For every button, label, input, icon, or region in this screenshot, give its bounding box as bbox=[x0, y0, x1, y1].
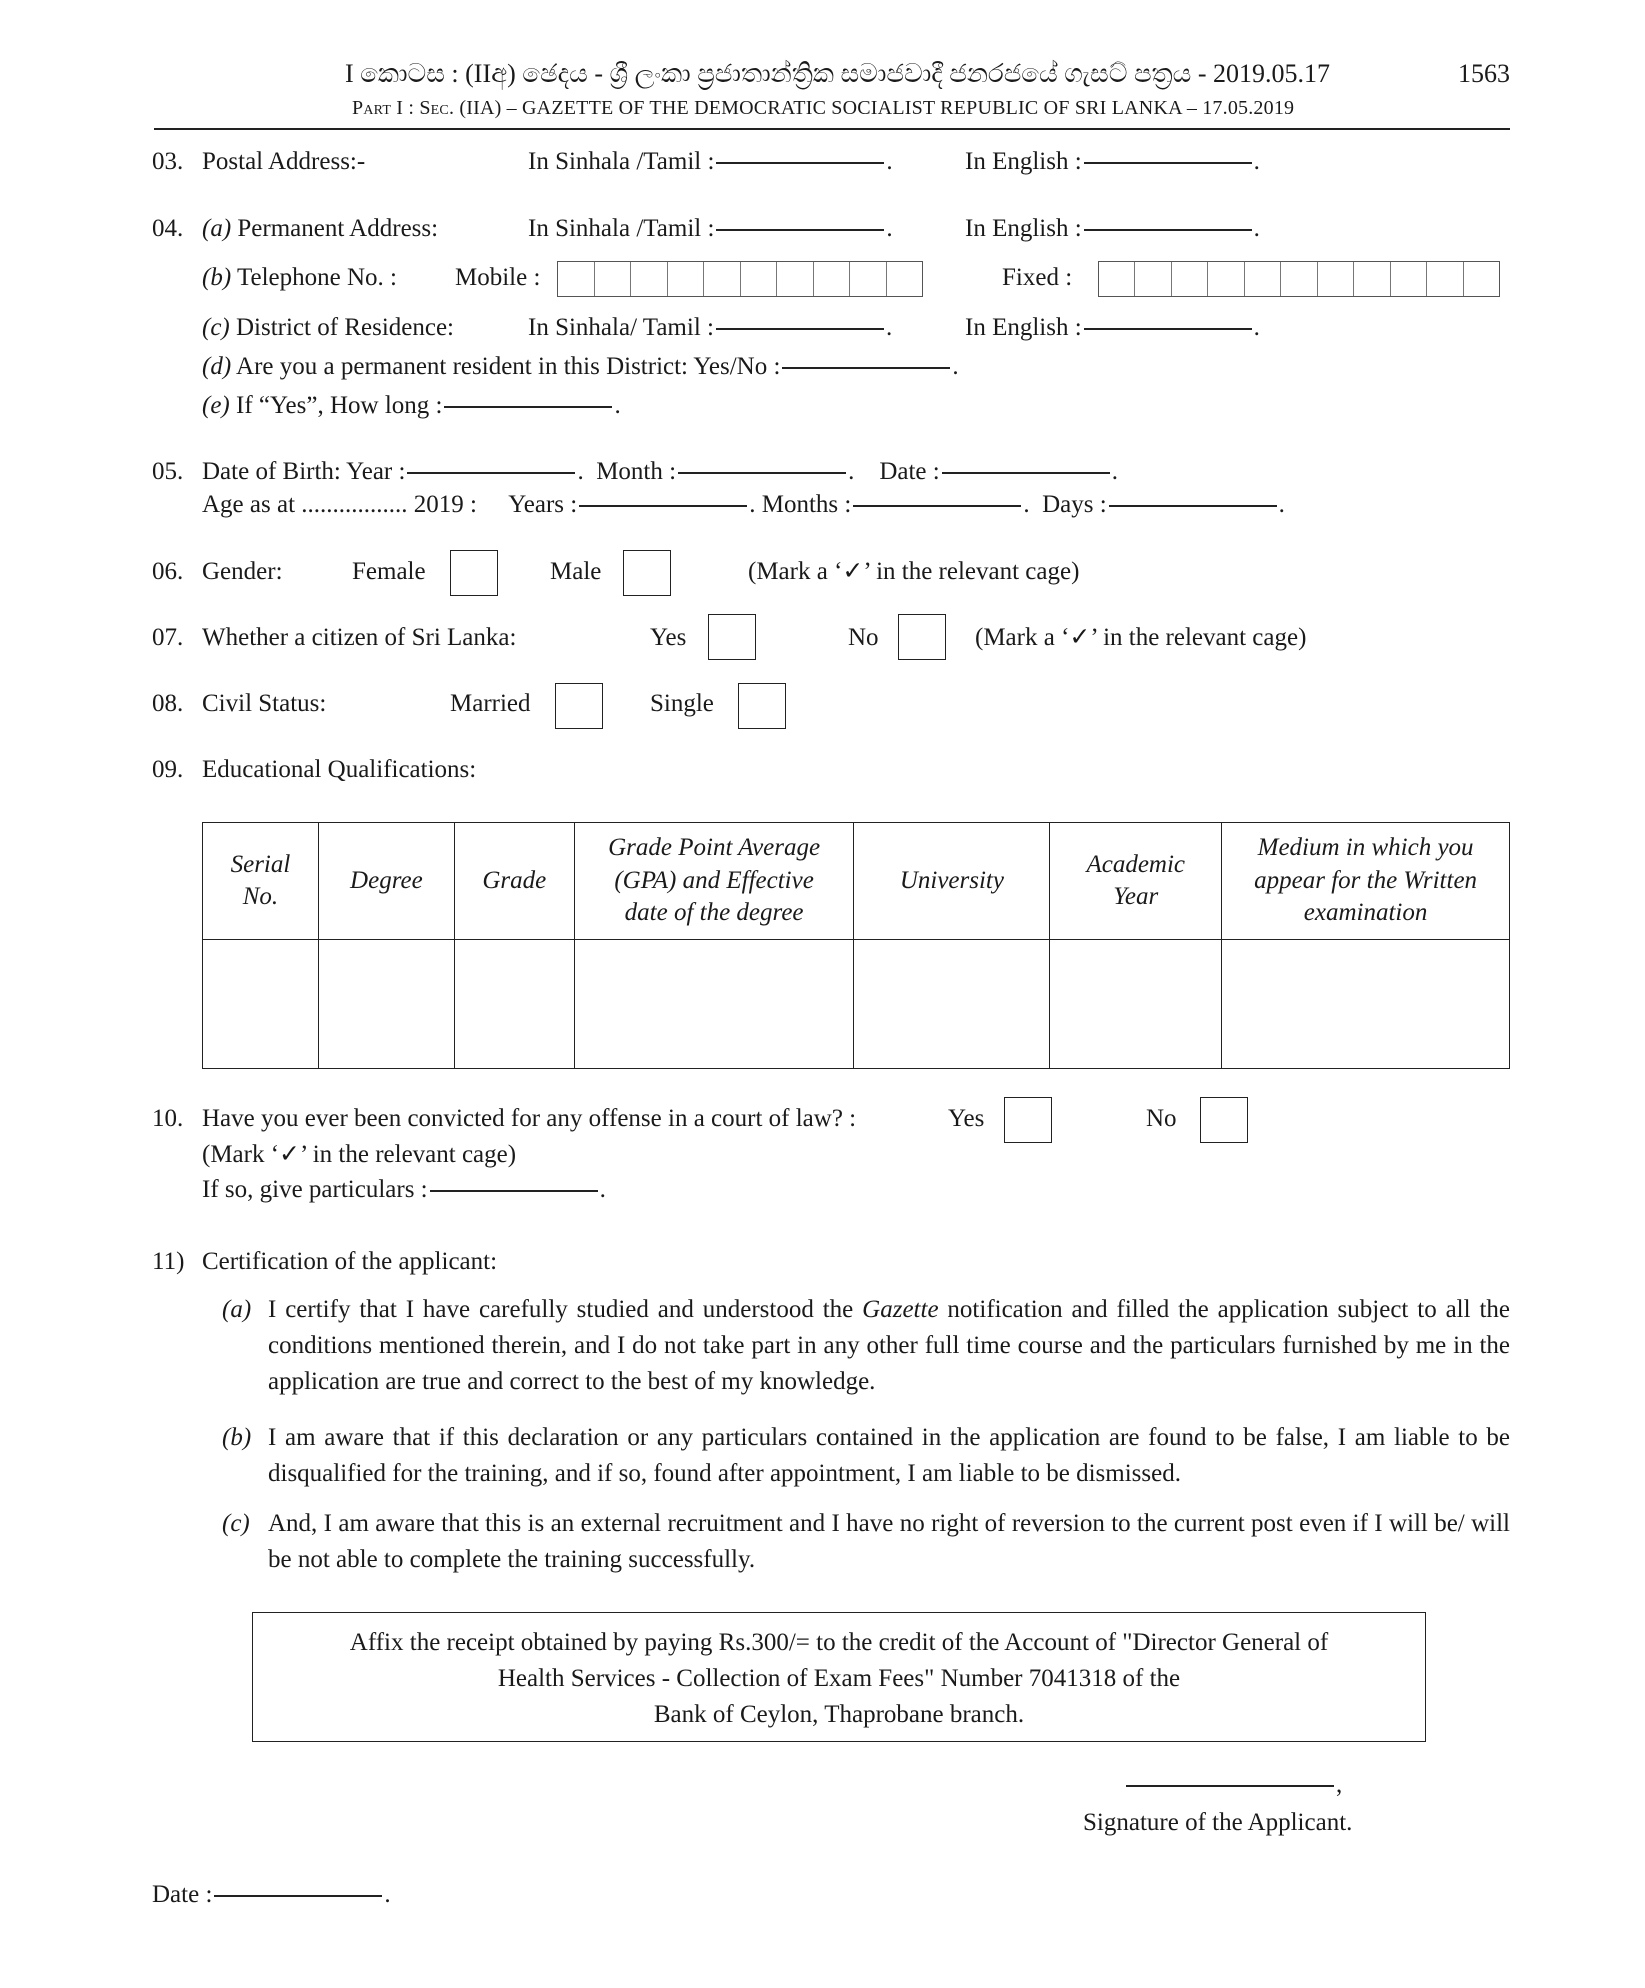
q04-a-sinhala-blank[interactable] bbox=[716, 229, 884, 231]
q05-year-blank[interactable] bbox=[407, 472, 575, 474]
col-label: Degree bbox=[350, 866, 423, 894]
q03-num: 03. bbox=[152, 148, 184, 175]
certification-c bbox=[222, 1506, 1510, 1578]
q03-english-blank[interactable] bbox=[1084, 162, 1252, 164]
receipt-line-1: Affix the receipt obtained by paying Rs.300/= to the credit of the Account of "Director General of bbox=[349, 1629, 1329, 1656]
certification-a-text-2: notification and filled the application subject to all the conditions mentioned therein, and I do not take part in any other full time course and the particulars furnished by me in the application are true and correct to the best of my knowledge. bbox=[268, 1296, 1510, 1395]
q10-particulars: If so, give particulars : . bbox=[202, 1176, 606, 1203]
q07-num: 07. bbox=[152, 624, 184, 651]
q11-label: Certification of the applicant: bbox=[202, 1248, 498, 1275]
certification-a-tag: (a) bbox=[222, 1296, 252, 1323]
cell-serial-no[interactable] bbox=[203, 940, 319, 1069]
q03-english: In English : . bbox=[965, 148, 1260, 175]
table-row bbox=[203, 940, 1510, 1069]
col-label: Grade Point Average (GPA) and Effective date of the degree bbox=[608, 834, 821, 927]
cell-academic-year[interactable] bbox=[1050, 940, 1222, 1069]
q05-date-blank[interactable] bbox=[942, 472, 1110, 474]
col-label: University bbox=[899, 866, 1004, 894]
q04-c-sinhala-blank[interactable] bbox=[716, 328, 884, 330]
q07-no-label: No bbox=[848, 624, 879, 651]
q08-single-label: Single bbox=[650, 690, 714, 717]
female-checkbox[interactable] bbox=[450, 550, 498, 596]
certification-b-text: I am aware that if this declaration or any particulars contained in the application are found to be false, I am liable to be disqualified for the training, and if so, found after appointment, I am liable to be dismissed. bbox=[268, 1424, 1510, 1487]
q04-b-tag: (b) bbox=[202, 264, 232, 291]
q05-months-label: Months : bbox=[761, 491, 852, 518]
q04-e-text: If “Yes”, How long : bbox=[236, 392, 443, 419]
q04-c-english-blank[interactable] bbox=[1084, 328, 1252, 330]
q05-days-label: Days : bbox=[1042, 491, 1107, 518]
q10-mark: (Mark ‘✓’ in the relevant cage) bbox=[202, 1141, 517, 1168]
q04-a-tag: (a) bbox=[202, 215, 232, 242]
q04-e-tag: (e) bbox=[202, 392, 230, 419]
receipt-line-3: Bank of Ceylon, Thaprobane branch. bbox=[653, 1701, 1025, 1728]
q04-c-english-label: In English : bbox=[965, 314, 1082, 341]
q05-month-label: Month : bbox=[596, 458, 677, 485]
q05-year-label: Date of Birth: Year : bbox=[202, 458, 406, 485]
footer-date: Date : . bbox=[152, 1881, 391, 1908]
convicted-yes-checkbox[interactable] bbox=[1004, 1097, 1052, 1143]
cell-gpa[interactable] bbox=[574, 940, 854, 1069]
col-grade bbox=[454, 823, 574, 940]
q04-b-fixed-label: Fixed : bbox=[1002, 264, 1073, 291]
mobile-number-cells[interactable] bbox=[557, 261, 923, 297]
q05-num: 05. bbox=[152, 458, 184, 485]
q04-a-sinhala: In Sinhala /Tamil : . bbox=[528, 215, 893, 242]
convicted-no-checkbox[interactable] bbox=[1200, 1097, 1248, 1143]
single-checkbox[interactable] bbox=[738, 683, 786, 729]
q04-a-english-label: In English : bbox=[965, 215, 1082, 242]
citizen-no-checkbox[interactable] bbox=[898, 614, 946, 660]
q04-b-label bbox=[202, 263, 397, 293]
q08-married-label: Married bbox=[450, 690, 531, 717]
q05-date-label: Date : bbox=[879, 458, 940, 485]
certification-b bbox=[222, 1420, 1510, 1492]
q10-particulars-label: If so, give particulars : bbox=[202, 1176, 428, 1203]
q04-a-label bbox=[202, 214, 438, 244]
q03-sinhala-label: In Sinhala /Tamil : bbox=[528, 148, 715, 175]
q08-label: Civil Status: bbox=[202, 690, 327, 717]
certification-c-text: And, I am aware that this is an external recruitment and I have no right of reversion to the current post even if I will be/ will be not able to complete the training successfully. bbox=[268, 1510, 1510, 1573]
col-label: Grade bbox=[482, 866, 547, 894]
col-academic-year bbox=[1050, 823, 1222, 940]
q03-english-label: In English : bbox=[965, 148, 1082, 175]
signature-blank[interactable] bbox=[1126, 1785, 1334, 1787]
certification-a-gazette: Gazette bbox=[862, 1296, 939, 1323]
q05-months-blank[interactable] bbox=[853, 505, 1021, 507]
q04-a-sinhala-label: In Sinhala /Tamil : bbox=[528, 215, 715, 242]
q04-d-tag: (d) bbox=[202, 353, 232, 380]
q05-days-blank[interactable] bbox=[1109, 505, 1277, 507]
header-sec: Sec. bbox=[419, 97, 455, 119]
q06-note: (Mark a ‘✓’ in the relevant cage) bbox=[748, 558, 1080, 585]
q11-num: 11) bbox=[152, 1248, 185, 1275]
page-number: 1563 bbox=[1458, 59, 1510, 88]
education-table bbox=[202, 822, 1510, 1069]
col-serial-no bbox=[203, 823, 319, 940]
q05-dob: Date of Birth: Year : . Month : . Date : . bbox=[202, 458, 1118, 485]
q04-c-sinhala-label: In Sinhala/ Tamil : bbox=[528, 314, 714, 341]
q04-a-text: Permanent Address: bbox=[237, 215, 439, 242]
cell-medium[interactable] bbox=[1222, 940, 1510, 1069]
q10-yes-label: Yes bbox=[948, 1105, 985, 1132]
cell-degree[interactable] bbox=[318, 940, 454, 1069]
q04-c-english: In English : . bbox=[965, 314, 1260, 341]
married-checkbox[interactable] bbox=[555, 683, 603, 729]
col-university bbox=[854, 823, 1050, 940]
col-label: Medium in which you appear for the Written examination bbox=[1254, 834, 1478, 927]
q10-num: 10. bbox=[152, 1105, 184, 1132]
male-checkbox[interactable] bbox=[623, 550, 671, 596]
q04-e: (e) If “Yes”, How long : . bbox=[202, 392, 621, 419]
q03-label: Postal Address:- bbox=[202, 148, 366, 175]
q05-age-label: Age as at ................. 2019 : bbox=[202, 491, 477, 518]
q04-d: (d) Are you a permanent resident in this District: Yes/No : . bbox=[202, 353, 959, 380]
q03-sinhala-blank[interactable] bbox=[716, 162, 884, 164]
q06-female-label: Female bbox=[352, 558, 426, 585]
q05-age: Age as at ................. 2019 : Years : . Months : . Days : . bbox=[202, 491, 1285, 518]
q07-label: Whether a citizen of Sri Lanka: bbox=[202, 624, 517, 651]
certification-c-tag: (c) bbox=[222, 1510, 250, 1537]
col-gpa bbox=[574, 823, 854, 940]
cell-grade[interactable] bbox=[454, 940, 574, 1069]
q04-c-tag: (c) bbox=[202, 314, 230, 341]
q04-a-english: In English : . bbox=[965, 215, 1260, 242]
q04-b-text: Telephone No. : bbox=[236, 264, 397, 291]
education-table-header bbox=[203, 823, 1510, 940]
fixed-number-cells[interactable] bbox=[1098, 261, 1500, 297]
q07-yes-label: Yes bbox=[650, 624, 687, 651]
q06-male-label: Male bbox=[550, 558, 602, 585]
q09-label: Educational Qualifications: bbox=[202, 756, 477, 783]
col-medium bbox=[1222, 823, 1510, 940]
q05-years-blank[interactable] bbox=[579, 505, 747, 507]
q04-e-blank[interactable] bbox=[444, 406, 612, 408]
q07-note: (Mark a ‘✓’ in the relevant cage) bbox=[975, 624, 1307, 651]
q05-years-label: Years : bbox=[508, 491, 578, 518]
q06-label: Gender: bbox=[202, 558, 283, 585]
header-part-num: I : bbox=[396, 97, 415, 119]
q04-d-text: Are you a permanent resident in this District: Yes/No : bbox=[236, 353, 781, 380]
certification-a bbox=[222, 1292, 1510, 1400]
certification-b-tag: (b) bbox=[222, 1424, 252, 1451]
receipt-box bbox=[252, 1612, 1426, 1742]
col-degree bbox=[318, 823, 454, 940]
citizen-yes-checkbox[interactable] bbox=[708, 614, 756, 660]
q04-c-label bbox=[202, 313, 454, 343]
signature-label: Signature of the Applicant. bbox=[1083, 1809, 1353, 1836]
q05-month-blank[interactable] bbox=[678, 472, 846, 474]
header-english-line bbox=[352, 96, 1294, 120]
q08-num: 08. bbox=[152, 690, 184, 717]
receipt-line-2: Health Services - Collection of Exam Fees" Number 7041318 of the bbox=[497, 1665, 1181, 1692]
q10-label: Have you ever been convicted for any offense in a court of law? : bbox=[202, 1105, 857, 1132]
col-label: Serial No. bbox=[230, 850, 291, 910]
footer-date-blank[interactable] bbox=[214, 1895, 382, 1897]
footer-date-label: Date : bbox=[152, 1881, 213, 1908]
header-sinhala-line: I කොටස : (IIඅ) ඡෙදය - ශ්‍රී ලංකා ප්‍රජාතාන්ත්‍රික සමාජවාදී ජනරජයේ ගැසට් පත්‍රය - 2019.05.17 bbox=[345, 59, 1331, 88]
header-rule bbox=[154, 128, 1510, 130]
q04-c-sinhala: In Sinhala/ Tamil : . bbox=[528, 314, 893, 341]
certification-a-text-1: I certify that I have carefully studied and understood the bbox=[268, 1296, 863, 1323]
q06-num: 06. bbox=[152, 558, 184, 585]
q04-num: 04. bbox=[152, 215, 184, 242]
q10-no-label: No bbox=[1146, 1105, 1177, 1132]
q04-c-text: District of Residence: bbox=[236, 314, 454, 341]
signature-line[interactable]: , bbox=[1124, 1770, 1342, 1800]
header-part: Part bbox=[352, 97, 392, 119]
col-label: Academic Year bbox=[1086, 850, 1186, 910]
cell-university[interactable] bbox=[854, 940, 1050, 1069]
q04-d-blank[interactable] bbox=[782, 367, 950, 369]
q10-particulars-blank[interactable] bbox=[430, 1190, 598, 1192]
q03-sinhala: In Sinhala /Tamil : . bbox=[528, 148, 893, 175]
q04-b-mobile-label: Mobile : bbox=[455, 264, 541, 291]
header-rest: (IIA) – GAZETTE OF THE DEMOCRATIC SOCIALIST REPUBLIC OF SRI LANKA – 17.05.2019 bbox=[459, 97, 1295, 119]
q09-num: 09. bbox=[152, 756, 184, 783]
q04-a-english-blank[interactable] bbox=[1084, 229, 1252, 231]
